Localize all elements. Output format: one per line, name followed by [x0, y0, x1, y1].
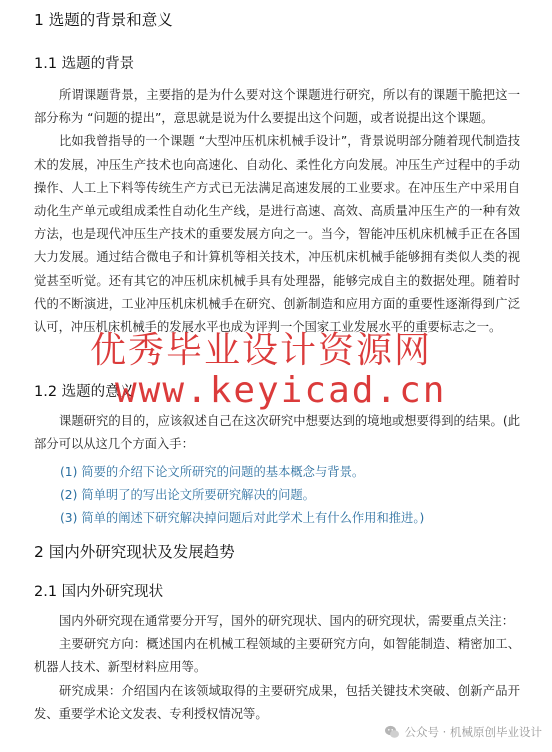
- section-1-1-heading: 1.1 选题的背景: [34, 56, 135, 72]
- wechat-footer-label: 公众号 · 机械原创毕业设计: [404, 725, 542, 739]
- list-item-2: (2) 简单明了的写出论文所要研究解决的问题。: [60, 488, 315, 502]
- list-item-3: (3) 简单的阐述下研究解决掉问题后对此学术上有什么作用和推进。): [60, 511, 425, 525]
- section-2-1-body: [34, 610, 520, 726]
- list-item-1: (1) 简要的介绍下论文所研究的问题的基本概念与背景。: [60, 465, 365, 479]
- section-1-1-body: [34, 84, 520, 339]
- wechat-icon: [384, 724, 400, 740]
- paragraph-significance: 课题研究的目的，应该叙述自己在这次研究中想要达到的境地或想要得到的结果。(此部分可以从这几个方面入手：: [34, 414, 520, 452]
- watermark-url: www.keyicad.cn: [115, 370, 447, 411]
- section-2-1-heading: 2.1 国内外研究现状: [34, 584, 164, 600]
- paragraph-research-achievements: 研究成果：介绍国内在该领域取得的主要研究成果，包括关键技术突破、创新产品开发、重要学术论文发表、专利授权情况等。: [34, 683, 520, 721]
- section-2-heading: 2 国内外研究现状及发展趋势: [34, 543, 235, 561]
- paragraph-status-intro: 国内外研究现在通常要分开写，国外的研究现状、国内的研究现状，需要重点关注：: [59, 614, 514, 628]
- section-1-2-body: [34, 410, 520, 456]
- section-1-2-heading: 1.2 选题的意义: [34, 384, 135, 400]
- paragraph-research-direction: 主要研究方向：概述国内在机械工程领域的主要研究方向，如智能制造、精密加工、机器人技术、新型材料应用等。: [34, 637, 520, 675]
- section-1-heading: 1 选题的背景和意义: [34, 11, 173, 29]
- paragraph-background-example: 比如我曾指导的一个课题 “大型冲压机床机械手设计”，背景说明部分随着现代制造技术的发展，冲压生产技术也向高速化、自动化、柔性化方向发展。冲压生产过程中的手动操作、人工上下料等传统生产方式已无法满足高速发展的工业要求。在冲压生产中采用自动化生产单元或组成柔性自动化生产线，是进行高速、高效、高质量冲压生产的一种有效方法，也是现代冲压生产技术的重要发展方向之一。当今，智能冲压机床机械手正在各国大力发展。通过结合微电子和计算机等相关技术，冲压机床机械手能够拥有类似人类的视觉甚至听觉。还有其它的冲压机床机械手具有处理器，能够完成自主的数据处理。随着时代的不断演进，工业冲压机床机械手在研究、创新制造和应用方面的重要性逐渐得到广泛认可，冲压机床机械手的发展水平也成为评判一个国家工业发展水平的重要标志之一。: [34, 134, 520, 335]
- watermark-site-title: 优秀毕业设计资源网: [90, 330, 433, 371]
- paragraph-background-intro: 所谓课题背景，主要指的是为什么要对这个课题进行研究，所以有的课题干脆把这一部分称为 “问题的提出”，意思就是说为什么要提出这个问题，或者说提出这个课题。: [34, 88, 520, 126]
- wechat-footer: [384, 724, 542, 740]
